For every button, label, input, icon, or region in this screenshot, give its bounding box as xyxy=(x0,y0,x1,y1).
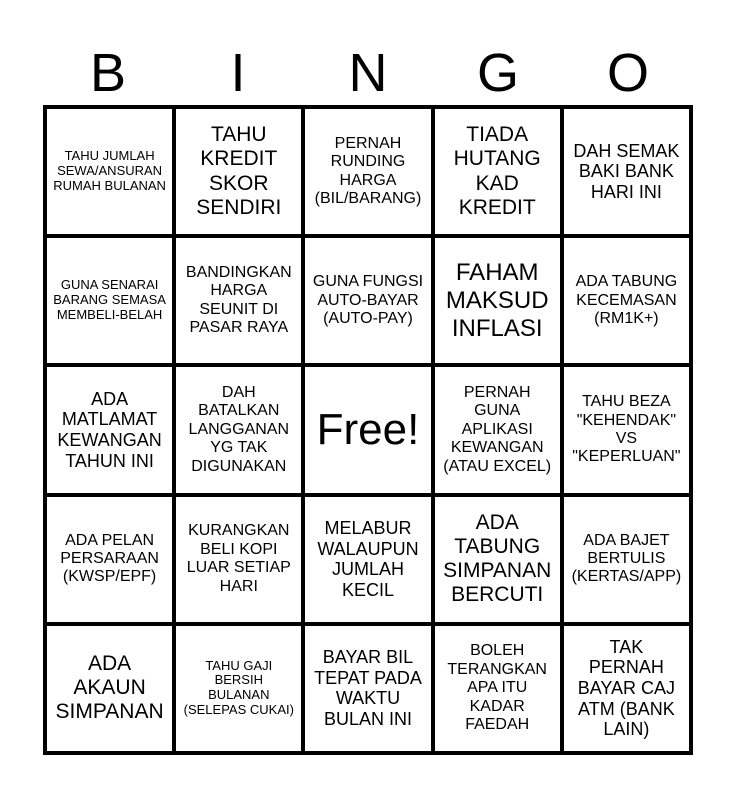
cell-text: ADA BAJET BERTULIS (KERTAS/APP) xyxy=(571,531,682,586)
bingo-cell[interactable] xyxy=(433,107,562,236)
bingo-cell[interactable] xyxy=(45,107,174,236)
cell-text: PERNAH GUNA APLIKASI KEWANGAN (ATAU EXCEL) xyxy=(443,384,552,475)
bingo-cell[interactable] xyxy=(45,365,174,494)
bingo-cell[interactable] xyxy=(174,624,303,753)
bingo-cell[interactable] xyxy=(562,365,691,494)
bingo-header xyxy=(43,40,693,106)
cell-text: KURANGKAN BELI KOPI LUAR SETIAP HARI xyxy=(186,522,291,595)
cell-text: BANDINGKAN HARGA SEUNIT DI PASAR RAYA xyxy=(185,264,292,337)
bingo-cell[interactable] xyxy=(303,236,432,365)
header-letter-b: B xyxy=(89,43,127,103)
bingo-cell[interactable] xyxy=(45,495,174,624)
cell-text: MELABUR WALAUPUN JUMLAH KECIL xyxy=(317,517,419,600)
cell-text: ADA PELAN PERSARAAN (KWSP/EPF) xyxy=(60,531,159,586)
free-space-cell[interactable] xyxy=(303,365,432,494)
bingo-cell[interactable] xyxy=(45,236,174,365)
cell-text: GUNA FUNGSI AUTO-BAYAR (AUTO-PAY) xyxy=(312,273,424,327)
cell-text: GUNA SENARAI BARANG SEMASA MEMBELI-BELAH xyxy=(53,277,166,323)
bingo-cell[interactable] xyxy=(303,495,432,624)
bingo-cell[interactable] xyxy=(433,624,562,753)
cell-text: PERNAH RUNDING HARGA (BIL/BARANG) xyxy=(314,134,422,207)
cell-text: ADA TABUNG SIMPANAN BERCUTI xyxy=(443,510,552,607)
cell-text: DAH SEMAK BAKI BANK HARI INI xyxy=(573,140,680,202)
bingo-cell[interactable] xyxy=(562,236,691,365)
cell-text: TAHU KREDIT SKOR SENDIRI xyxy=(196,123,282,219)
bingo-cell[interactable] xyxy=(303,107,432,236)
header-letter-n: N xyxy=(348,43,388,103)
cell-text: ADA MATLAMAT KEWANGAN TAHUN INI xyxy=(57,388,162,471)
cell-text: TAHU BEZA "KEHENDAK" VS "KEPERLUAN" xyxy=(572,393,681,466)
bingo-cell[interactable] xyxy=(433,236,562,365)
bingo-cell[interactable] xyxy=(303,624,432,753)
cell-text: BAYAR BIL TEPAT PADA WAKTU BULAN INI xyxy=(314,647,422,730)
free-space-text: Free! xyxy=(316,404,420,454)
cell-text: TIADA HUTANG KAD KREDIT xyxy=(453,123,541,219)
cell-text: TAHU JUMLAH SEWA/ANSURAN RUMAH BULANAN xyxy=(53,148,166,194)
cell-text: FAHAM MAKSUD INFLASI xyxy=(445,259,549,342)
bingo-cell[interactable] xyxy=(433,365,562,494)
bingo-cell[interactable] xyxy=(174,236,303,365)
bingo-cell[interactable] xyxy=(45,624,174,753)
cell-text: DAH BATALKAN LANGGANAN YG TAK DIGUNAKAN xyxy=(188,384,290,475)
bingo-cell[interactable] xyxy=(562,495,691,624)
bingo-cell[interactable] xyxy=(562,624,691,753)
header-letter-g: G xyxy=(476,43,519,103)
bingo-cell[interactable] xyxy=(562,107,691,236)
header-letter-i: I xyxy=(230,43,246,103)
bingo-cell[interactable] xyxy=(433,495,562,624)
bingo-cell[interactable] xyxy=(174,107,303,236)
header-letter-o: O xyxy=(606,43,649,103)
bingo-grid xyxy=(43,105,693,755)
cell-text: ADA AKAUN SIMPANAN xyxy=(55,652,164,724)
cell-text: TAHU GAJI BERSIH BULANAN (SELEPAS CUKAI) xyxy=(183,657,294,718)
cell-text: BOLEH TERANGKAN APA ITU KADAR FAEDAH xyxy=(447,642,547,733)
bingo-cell[interactable] xyxy=(174,365,303,494)
cell-text: TAK PERNAH BAYAR CAJ ATM (BANK LAIN) xyxy=(577,636,676,740)
cell-text: ADA TABUNG KECEMASAN (RM1K+) xyxy=(575,273,678,327)
bingo-cell[interactable] xyxy=(174,495,303,624)
